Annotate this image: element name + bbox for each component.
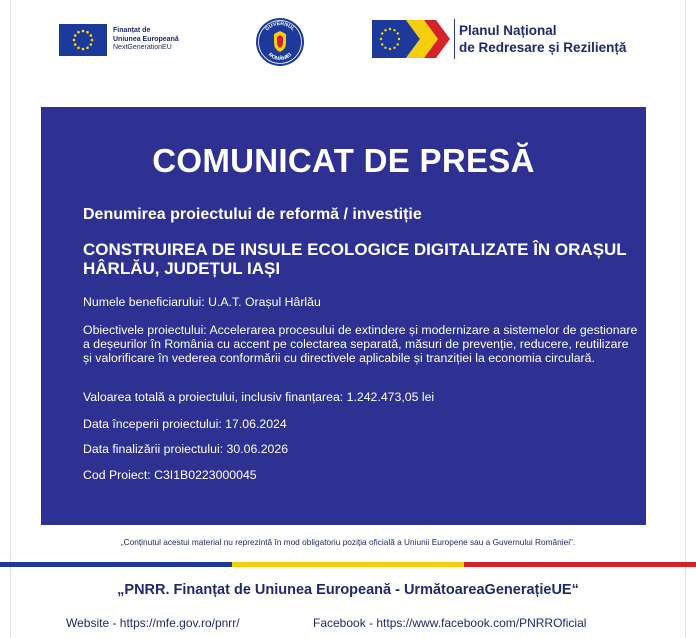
svg-text:GUVERNUL: GUVERNUL [264, 20, 296, 33]
eu-line-2: Uniunea Europeană [113, 35, 179, 43]
pnrr-title [459, 22, 626, 56]
romanian-government-seal-icon [255, 17, 305, 67]
project-code-field: Cod Proiect: C3I1B0223000045 [83, 468, 257, 482]
eu-line-3: NextGenerationEU [113, 44, 172, 52]
stripe-yellow [232, 562, 464, 567]
start-date-field: Data începerii proiectului: 17.06.2024 [83, 417, 287, 431]
website-link[interactable]: Website - https://mfe.gov.ro/pnrr/ [66, 616, 240, 630]
eu-line-1: Finanțat de [113, 27, 151, 35]
pnrr-title-line-1: Planul Național [459, 23, 557, 38]
end-date-field: Data finalizării proiectului: 30.06.2026 [83, 442, 289, 456]
press-release-panel [41, 107, 646, 525]
eu-funding-logo [59, 24, 179, 56]
headline: COMUNICAT DE PRESĂ [152, 142, 535, 179]
pnrr-divider [454, 19, 455, 59]
pnrr-title-line-2: de Redresare și Reziliență [459, 40, 627, 55]
eu-funding-text [113, 27, 179, 53]
stripe-blue [0, 562, 232, 567]
tricolor-stripe [0, 562, 696, 567]
slogan: „PNRR. Finanțat de Uniunea Europeană - UrmătoareaGenerațieUE“ [117, 582, 579, 598]
stripe-red [464, 562, 696, 567]
svg-text:ROMÂNIEI: ROMÂNIEI [266, 51, 294, 63]
pnrr-arrow-flag-icon [372, 18, 452, 60]
facebook-link[interactable]: Facebook - https://www.facebook.com/PNRROficial [313, 616, 587, 630]
disclaimer: „Conținutul acestui material nu reprezintă în mod obligatoriu poziția oficială a Uniunii Europene sau a Guvernului României”. [120, 537, 576, 547]
beneficiary-field: Numele beneficiarului: U.A.T. Orașul Hârlău [83, 295, 321, 309]
project-title: CONSTRUIREA DE INSULE ECOLOGICE DIGITALIZATE ÎN ORAȘUL HÂRLĂU, JUDEȚUL IAȘI [83, 240, 627, 278]
eu-flag-icon [59, 24, 107, 56]
objectives-field: Obiectivele proiectului: Accelerarea procesului de extindere și modernizare a sistemelor de gestionare a deșeurilor în România cu accent pe colectarea separată, măsuri de prevenție, reducere, reutilizare și valorificare în vederea conformării cu directivele aplicabile și tranziției la economia circulară. [83, 323, 638, 365]
project-name-label: Denumirea proiectului de reformă / investiție [83, 206, 422, 223]
total-value-field: Valoarea totală a proiectului, inclusiv finanțarea: 1.242.473,05 lei [83, 390, 435, 404]
pnrr-logo-block [372, 18, 626, 60]
